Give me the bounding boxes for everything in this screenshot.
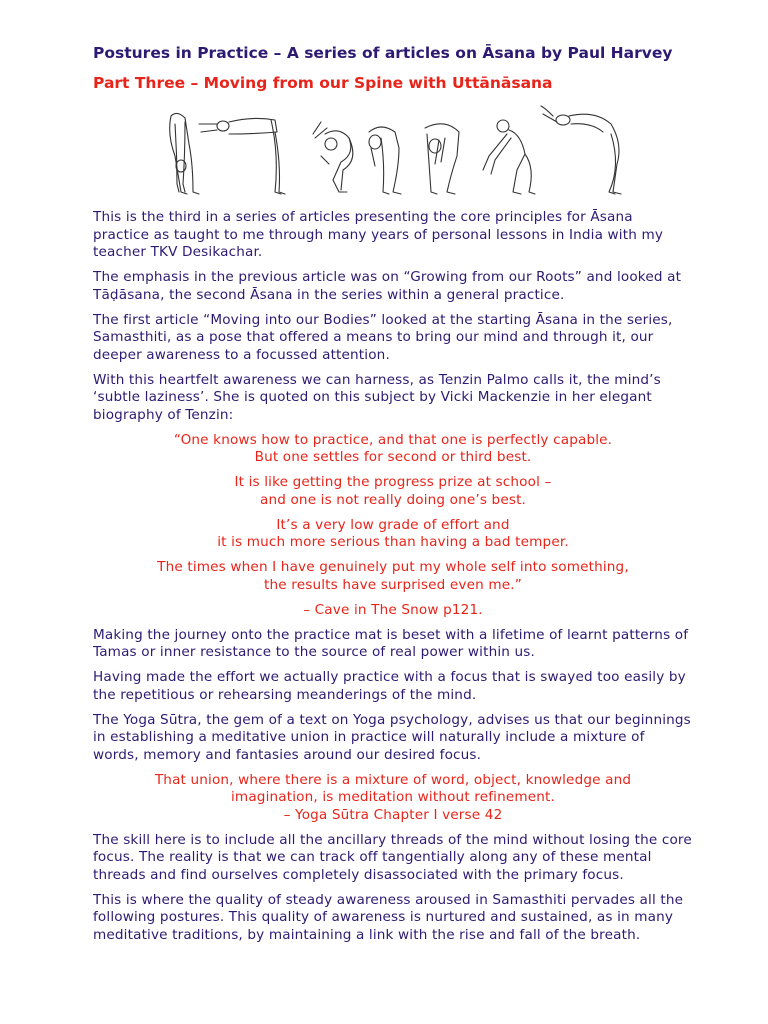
quote-line: It is like getting the progress prize at school – xyxy=(234,474,552,490)
quote-line: The times when I have genuinely put my whole self into something, xyxy=(157,559,629,575)
paragraph: With this heartfelt awareness we can harness, as Tenzin Palmo calls it, the mind’s ‘subtle laziness’. She is quoted on this subject by Vicki Mackenzie in her elegant biography of Tenzin: xyxy=(93,371,661,423)
yoga-posture-sequence-illustration-icon xyxy=(163,104,643,200)
quote-stanza xyxy=(93,474,693,509)
quote-line: – Cave in The Snow p121. xyxy=(303,601,483,618)
series-title: Postures in Practice – A series of articles on Āsana by Paul Harvey xyxy=(93,44,673,62)
posture-figure-3 xyxy=(313,122,353,192)
paragraph: The skill here is to include all the ancillary threads of the mind without losing the core focus. The reality is that we can track off tangentially along any of these mental threads and find ourselves completely disassociated with the primary focus. xyxy=(93,831,692,883)
part-title: Part Three – Moving from our Spine with Uttānāsana xyxy=(93,74,553,92)
posture-figure-5 xyxy=(425,124,459,194)
posture-figure-6 xyxy=(483,120,535,194)
quote-line: That union, where there is a mixture of word, object, knowledge and xyxy=(154,771,632,788)
paragraph: Having made the effort we actually practice with a focus that is swayed too easily by the repetitious or rehearsing meanderings of the mind. xyxy=(93,669,686,703)
quote-line: It’s a very low grade of effort and xyxy=(276,516,510,533)
paragraph: The emphasis in the previous article was on “Growing from our Roots” and looked at Tāḍāsana, the second Āsana in the series within a general practice. xyxy=(93,269,682,303)
quote-line: But one settles for second or third best. xyxy=(254,449,532,465)
quote-citation xyxy=(93,602,693,620)
paragraph: This is the third in a series of articles presenting the core principles for Āsana practice as taught to me through many years of personal lessons in India with my teacher TKV Desikachar. xyxy=(93,209,664,260)
quote-line: “One knows how to practice, and that one is perfectly capable. xyxy=(173,431,613,448)
quote-line: it is much more serious than having a bad temper. xyxy=(217,534,569,550)
posture-figure-2 xyxy=(199,118,285,194)
quote-stanza xyxy=(93,559,693,594)
quote-line: the results have surprised even me.” xyxy=(264,576,522,593)
posture-figure-4 xyxy=(369,127,401,194)
paragraph: The Yoga Sūtra, the gem of a text on Yoga psychology, advises us that our beginnings in establishing a meditative union in practice will naturally include a mixture of words, memory and fantasies around our desired focus. xyxy=(93,711,691,763)
quote-line: imagination, is meditation without refinement. xyxy=(231,789,555,805)
paragraph: This is where the quality of steady awareness aroused in Samasthiti pervades all the following postures. This quality of awareness is nurtured and sustained, as in many meditative traditions, by maintaining a link with the rise and fall of the breath. xyxy=(93,891,684,943)
quote-line: and one is not really doing one’s best. xyxy=(259,491,527,508)
article-body xyxy=(93,209,693,952)
quote-citation: – Yoga Sūtra Chapter I verse 42 xyxy=(283,806,503,823)
paragraph: Making the journey onto the practice mat is beset with a lifetime of learnt patterns of Tamas or inner resistance to the source of real power within us. xyxy=(93,626,689,660)
quote-stanza xyxy=(93,517,693,552)
quote-stanza xyxy=(93,432,693,467)
sutra-quote xyxy=(93,772,693,825)
paragraph: The first article “Moving into our Bodies” looked at the starting Āsana in the series, Samasthiti, as a pose that offered a means to bring our mind and through it, our deeper awareness to a focussed attention. xyxy=(93,311,673,363)
posture-figure-1 xyxy=(170,113,199,194)
posture-figure-7 xyxy=(541,106,621,194)
